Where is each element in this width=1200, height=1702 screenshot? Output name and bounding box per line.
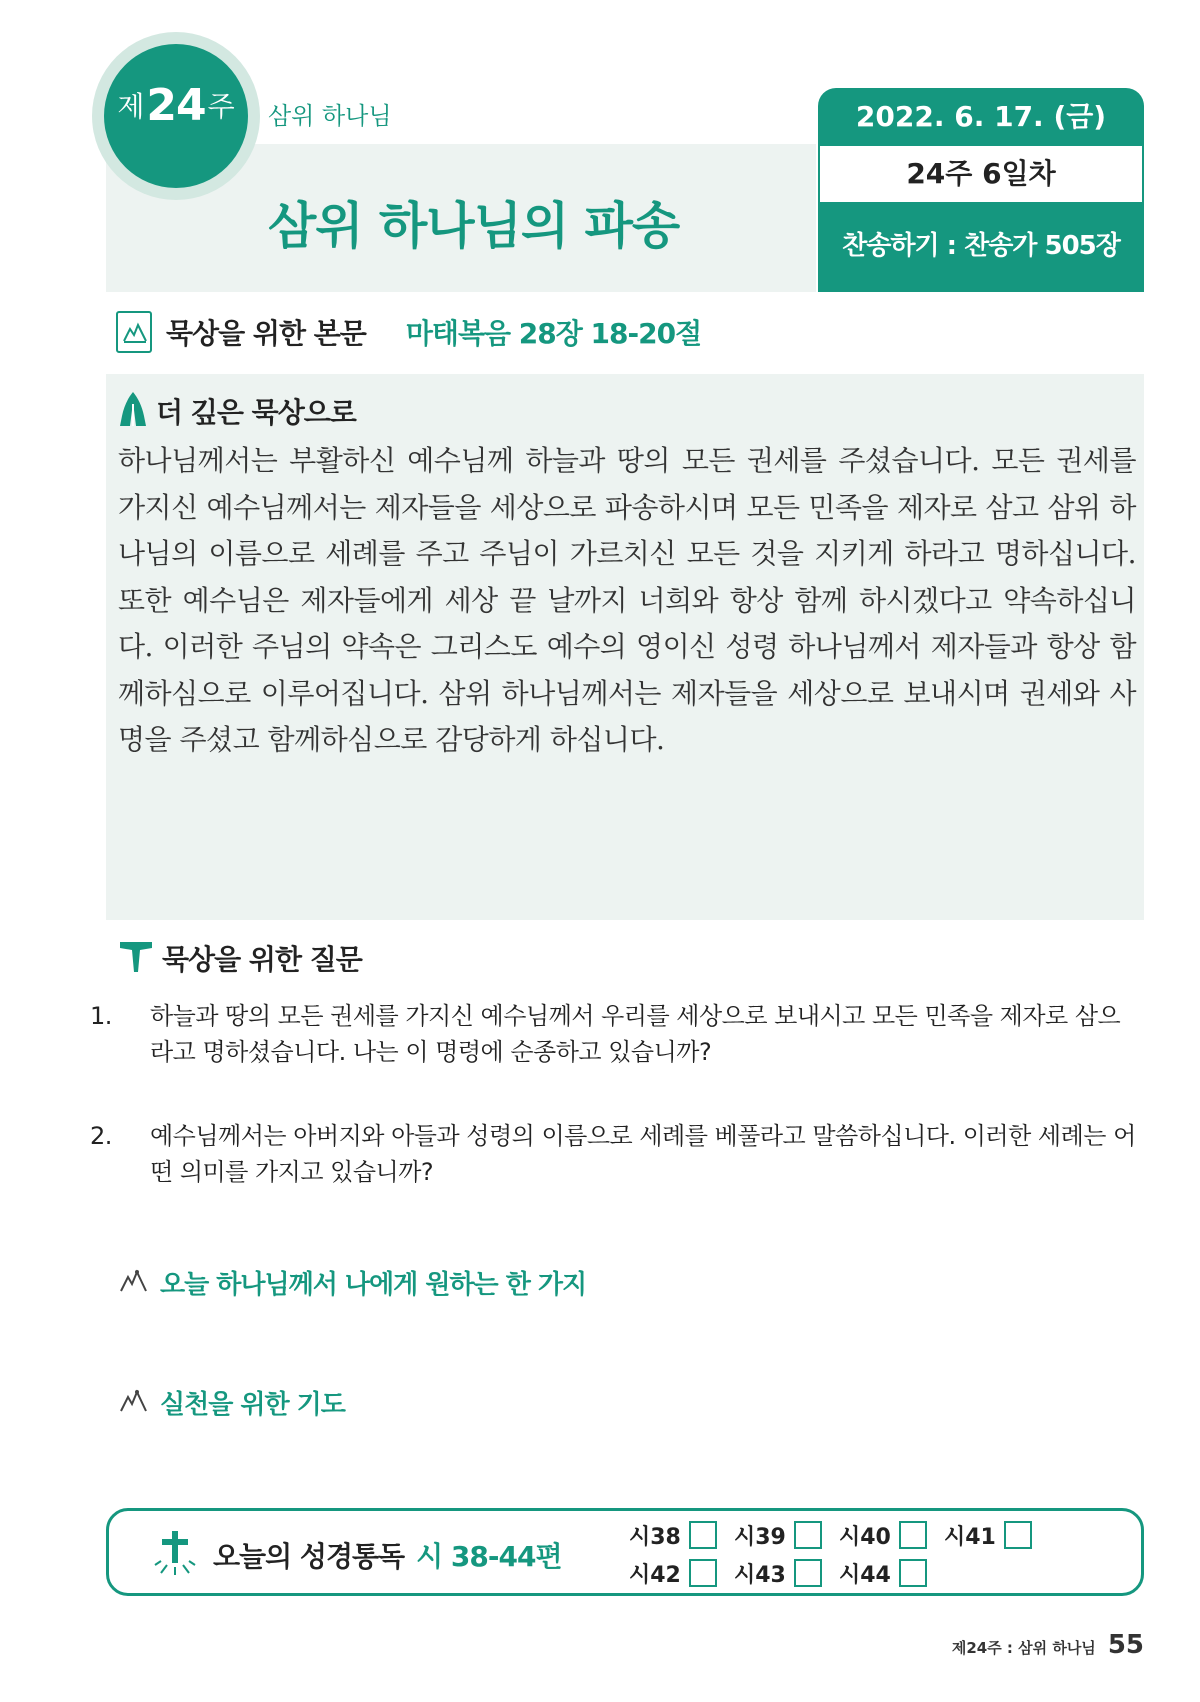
checkbox[interactable] (1004, 1521, 1032, 1549)
chapter-label: 시43 (734, 1562, 786, 1588)
bible-reading-range: 시 38-44편 (416, 1540, 562, 1573)
reading-check-item[interactable] (734, 1519, 839, 1551)
questions-heading-label: 묵상을 위한 질문 (162, 943, 362, 976)
reading-check-item[interactable] (944, 1519, 1049, 1551)
checkbox[interactable] (794, 1521, 822, 1549)
bible-reading-title (153, 1529, 562, 1581)
question-number: 1. (90, 1002, 112, 1030)
meditation-panel (106, 374, 1144, 920)
date-box (818, 88, 1144, 292)
week-prefix: 제 (117, 90, 145, 123)
chapter-label: 시42 (629, 1562, 681, 1588)
prayer-heading (120, 1384, 345, 1421)
question-text: 하늘과 땅의 모든 권세를 가지신 예수님께서 우리를 세상으로 보내시고 모든 민족을 제자로 삼으라고 명하셨습니다. 나는 이 명령에 순종하고 있습니까? (150, 1002, 1121, 1066)
scripture-label: 묵상을 위한 본문 (166, 317, 366, 350)
week-number: 24 (146, 79, 206, 131)
questions-heading (118, 938, 362, 978)
meditation-heading (118, 390, 356, 432)
chapter-label: 시41 (944, 1524, 996, 1550)
checkbox[interactable] (899, 1559, 927, 1587)
scripture-reference: 마태복음 28장 18-20절 (405, 317, 702, 350)
mountain-icon (120, 1269, 148, 1297)
page-number: 55 (1107, 1630, 1144, 1660)
cross-light-icon (153, 1529, 197, 1581)
reading-check-item[interactable] (839, 1557, 944, 1589)
page-footer (952, 1630, 1144, 1660)
running-head: 제24주 : 삼위 하나님 (951, 1639, 1096, 1657)
chapter-label: 시39 (734, 1524, 786, 1550)
bible-reading-label: 오늘의 성경통독 (213, 1540, 405, 1573)
wish-heading-label: 오늘 하나님께서 나에게 원하는 한 가지 (160, 1270, 587, 1300)
date-label: 2022. 6. 17. (금) (855, 100, 1107, 133)
week-suffix: 주 (207, 90, 235, 123)
checkbox[interactable] (689, 1559, 717, 1587)
scripture-row (116, 310, 701, 354)
praying-hands-icon (118, 390, 148, 432)
reading-check-item[interactable] (629, 1519, 734, 1551)
prayer-heading-label: 실천을 위한 기도 (160, 1390, 345, 1420)
bible-reading-box (106, 1508, 1144, 1596)
book-icon (116, 311, 152, 353)
page-title: 삼위 하나님의 파송 (268, 197, 680, 255)
checkbox[interactable] (899, 1521, 927, 1549)
meditation-body: 하나님께서는 부활하신 예수님께 하늘과 땅의 모든 권세를 주셨습니다. 모든 권세를 가지신 예수님께서는 제자들을 세상으로 파송하시며 모든 민족을 제자로 삼고 삼위 하나님의 이름으로 세례를 주고 주님이 가르치신 모든 것을 지키게 하라고 명하십니다. 또한 예수님은 제자들에게 세상 끝 날까지 너희와 항상 함께 하시겠다고 약속하십니다. 이러한 주님의 약속은 그리스도 예수의 영이신 성령 하나님께서 제자들과 항상 함께하심으로 이루어집니다. 삼위 하나님께서는 제자들을 세상으로 보내시며 권세와 사명을 주셨고 함께하심으로 감당하게 하십니다. (118, 444, 1136, 756)
reading-checklist (629, 1519, 1049, 1589)
question-number: 2. (90, 1122, 112, 1150)
chapter-label: 시40 (839, 1524, 891, 1550)
reading-check-item[interactable] (839, 1519, 944, 1551)
question-text: 예수님께서는 아버지와 아들과 성령의 이름으로 세례를 베풀라고 말씀하십니다. 이러한 세례는 어떤 의미를 가지고 있습니까? (150, 1122, 1136, 1186)
week-badge (104, 44, 248, 188)
mountain-icon (120, 1389, 148, 1417)
checkbox[interactable] (794, 1559, 822, 1587)
reading-check-item[interactable] (734, 1557, 839, 1589)
chapter-label: 시38 (629, 1524, 681, 1550)
topic-label: 삼위 하나님 (268, 102, 392, 130)
day-label: 24주 6일차 (820, 146, 1142, 202)
hymn-label: 찬송하기 : 찬송가 505장 (842, 231, 1120, 261)
wish-heading (120, 1264, 586, 1301)
meditation-heading-label: 더 깊은 묵상으로 (156, 396, 356, 429)
checkbox[interactable] (689, 1521, 717, 1549)
reading-check-item[interactable] (629, 1557, 734, 1589)
question-item (90, 998, 1140, 1070)
chapter-label: 시44 (839, 1562, 891, 1588)
question-item (90, 1118, 1140, 1190)
cross-icon (118, 938, 154, 978)
